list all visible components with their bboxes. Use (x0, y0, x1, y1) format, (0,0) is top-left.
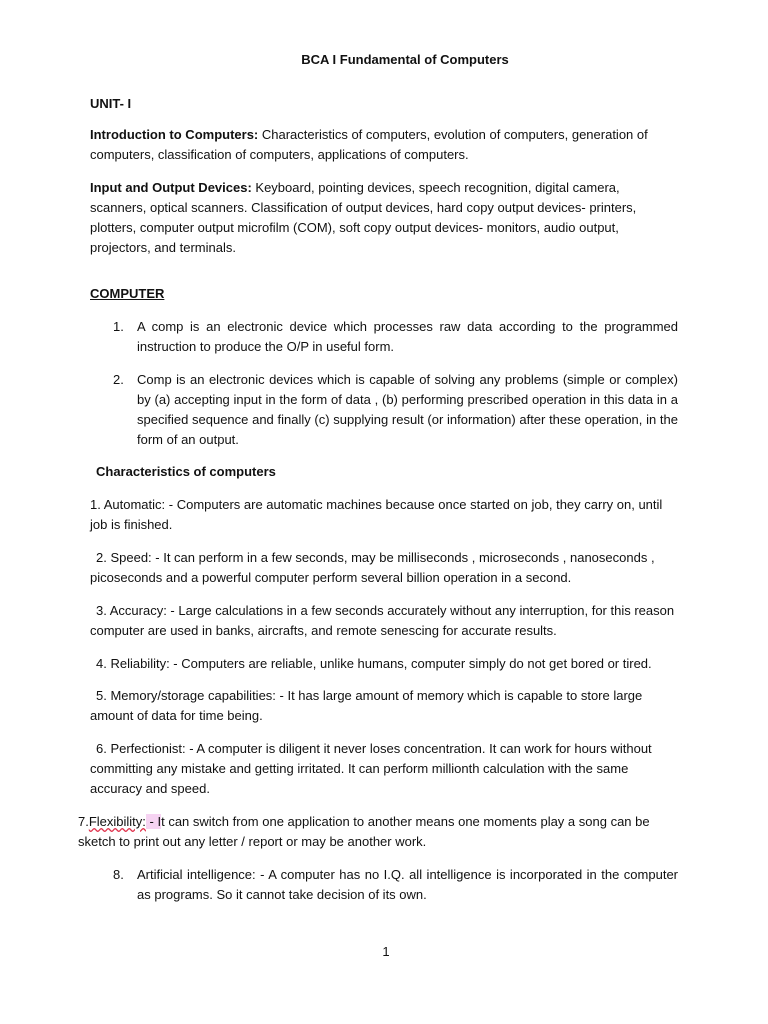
unit-heading: UNIT- I (90, 96, 132, 111)
definition-item: Comp is an electronic devices which is capable of solving any problems (simple or complex) by (a) accepting input in the form of data , (b) performing prescribed operation in this data in a specified sequence and finally (c) supplying result (or information) after these operation, in the form of an output. (137, 372, 678, 447)
io-paragraph (90, 178, 678, 258)
characteristic-item: 4. Reliability: - Computers are reliable, unlike humans, computer simply do not get bored or tired. (96, 656, 652, 671)
document-title: BCA I Fundamental of Computers (301, 52, 509, 67)
definition-number: 1. (113, 319, 124, 334)
io-text: Keyboard, pointing devices, speech recognition, digital camera, scanners, optical scanners. Classification of output devices, hard copy output devices- printers, plotters, computer output microfilm (COM), soft copy output devices- monitors, audio output, projectors, and terminals. (90, 180, 637, 255)
characteristic-item: 2. Speed: - It can perform in a few seconds, may be milliseconds , microseconds , nanoseconds , picoseconds and a powerful computer perform several billion operation in a second. (90, 550, 655, 585)
computer-heading: COMPUTER (90, 286, 165, 301)
definition-item: A comp is an electronic device which processes raw data according to the programmed instruction to produce the O/P in useful form. (137, 319, 678, 354)
intro-paragraph (90, 125, 678, 165)
intro-text: Characteristics of computers, evolution of computers, generation of computers, classification of computers, applications of computers. (90, 127, 648, 162)
intro-label: Introduction to Computers: (90, 127, 259, 142)
page-number: 1 (382, 944, 390, 959)
flexibility-text: t can switch from one application to another means one moments play a song can be sketch to print out any letter / report or may be another work. (78, 814, 650, 849)
flexibility-item (78, 812, 678, 852)
flexibility-label: Flexibility: (88, 814, 146, 829)
definition-number: 2. (113, 372, 124, 387)
flexibility-highlight: - I (145, 814, 162, 829)
characteristics-heading: Characteristics of computers (96, 464, 276, 479)
io-label: Input and Output Devices: (90, 180, 252, 195)
ai-item: Artificial intelligence: - A computer has no I.Q. all intelligence is incorporated in the computer as programs. So it cannot take decision of its own. (137, 867, 678, 902)
characteristic-item: 1. Automatic: - Computers are automatic machines because once started on job, they carry on, until job is finished. (90, 497, 663, 532)
characteristic-item: 6. Perfectionist: - A computer is diligent it never loses concentration. It can work for hours without committing any mistake and getting irritated. It can perform millionth calculation with the same accuracy and speed. (90, 741, 652, 796)
characteristic-item: 3. Accuracy: - Large calculations in a few seconds accurately without any interruption, for this reason computer are used in banks, aircrafts, and remote senescing for accurate results. (90, 603, 675, 638)
flexibility-number: 7. (78, 814, 89, 829)
characteristic-item: 5. Memory/storage capabilities: - It has large amount of memory which is capable to store large amount of data for time being. (90, 688, 643, 723)
ai-number: 8. (113, 867, 124, 882)
